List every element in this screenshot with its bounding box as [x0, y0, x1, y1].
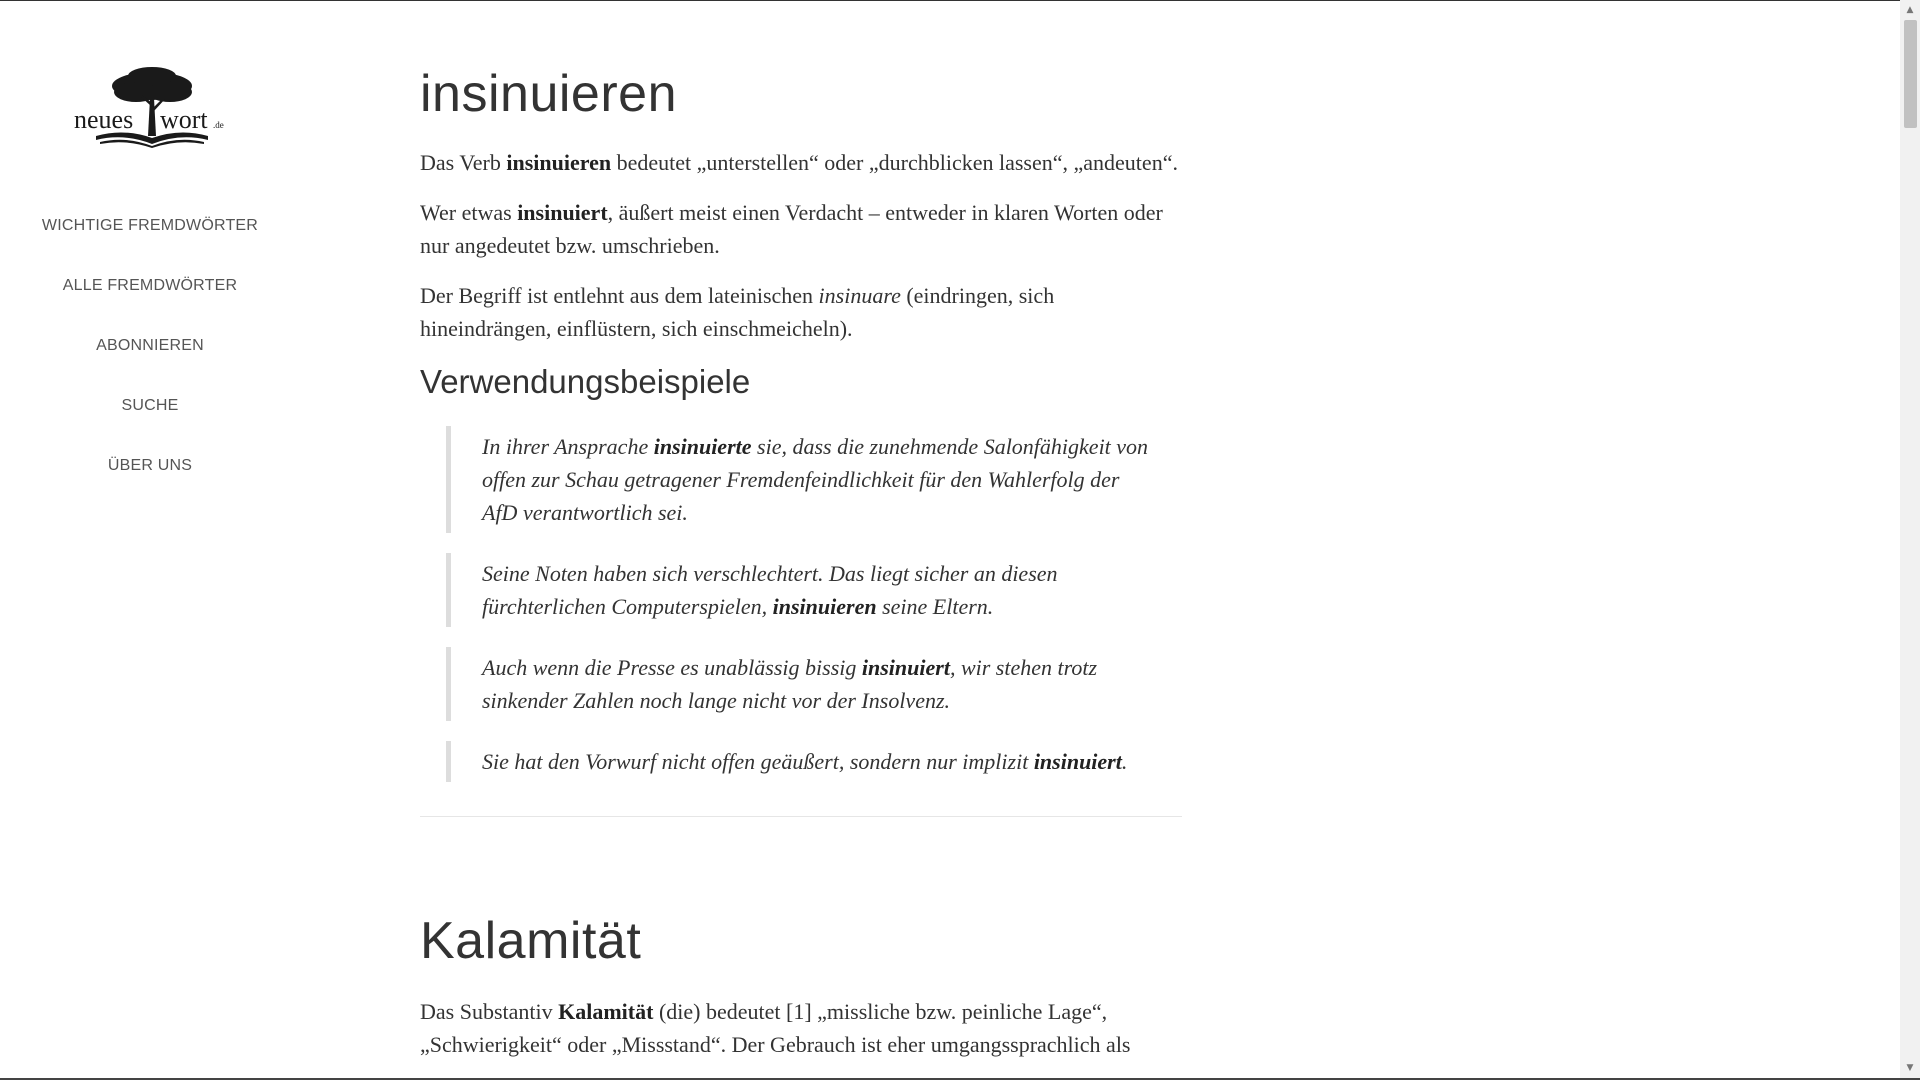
- keyword: Kalamität: [558, 999, 654, 1024]
- entry-title[interactable]: [420, 909, 1182, 973]
- text-run: .: [1121, 749, 1128, 774]
- nav-item-ueber-uns: [0, 444, 300, 504]
- arrow-up-icon[interactable]: ▲: [1906, 5, 1914, 15]
- entry-insinuieren: [420, 62, 1182, 782]
- nav-item-abonnieren: [0, 324, 300, 384]
- site-logo-link[interactable]: [70, 66, 230, 156]
- keyword: insinuiert: [861, 655, 950, 680]
- text-run: sie, dass die zunehmende Salonfähigkeit von offen zur Schau getragener Fremdenfeindlichkeit für den Wahlerfolg der AfD verantwortlich sei.: [482, 434, 1149, 525]
- text-run: Auch wenn die Presse es unablässig bissig: [482, 655, 862, 680]
- nav-link-ueber-uns[interactable]: ÜBER UNS: [107, 457, 193, 474]
- nav-item-suche: [0, 384, 300, 444]
- entry-paragraph: [420, 995, 1182, 1061]
- nav-link-alle-fremdwoerter[interactable]: ALLE FREMDWÖRTER: [62, 277, 238, 294]
- logo-word-neues: neues: [74, 105, 134, 134]
- entry-kalamitaet: [420, 909, 1182, 1061]
- example-quote: [446, 553, 1182, 627]
- text-run: seine Eltern.: [876, 594, 994, 619]
- example-quote: [446, 741, 1182, 782]
- examples-heading: Verwendungsbeispiele: [420, 363, 751, 400]
- keyword: insinuiert: [1033, 749, 1122, 774]
- text-run: (eindringen, sich hineindrängen, einflüstern, sich einschmeicheln).: [420, 283, 1055, 341]
- text-run: Das Substantiv: [420, 999, 559, 1024]
- nav-link-abonnieren[interactable]: ABONNIEREN: [96, 337, 204, 354]
- nav-item-wichtige-fremdwoerter: [0, 204, 300, 264]
- logo-word-wort: wort: [160, 105, 208, 134]
- entry-title-text[interactable]: Kalamität: [420, 912, 642, 970]
- main-navigation: [0, 204, 300, 504]
- nav-link-wichtige-fremdwoerter[interactable]: WICHTIGE FREMDWÖRTER: [41, 217, 259, 234]
- nav-link-suche[interactable]: SUCHE: [121, 397, 179, 414]
- latin-term: insinuare: [818, 283, 901, 308]
- example-quote: [446, 426, 1182, 533]
- text-run: , wir stehen trotz sinkender Zahlen noch lange nicht vor der Insolvenz.: [482, 655, 1098, 713]
- vertical-scrollbar[interactable]: [1900, 0, 1920, 1078]
- scrollbar-thumb[interactable]: [1904, 20, 1917, 128]
- sidebar: [0, 0, 300, 1080]
- text-run: , äußert meist einen Verdacht – entweder in klaren Worten oder nur angedeutet bzw. umschrieben.: [420, 200, 1163, 258]
- entry-paragraph: [420, 279, 1182, 345]
- keyword: insinuieren: [506, 150, 612, 175]
- text-run: Der Begriff ist entlehnt aus dem lateinischen: [420, 283, 819, 308]
- keyword: insinuieren: [772, 594, 877, 619]
- text-run: Sie hat den Vorwurf nicht offen geäußert, sondern nur implizit: [482, 749, 1034, 774]
- example-quote: [446, 647, 1182, 721]
- entry-paragraph: [420, 146, 1182, 179]
- keyword: insinuierte: [653, 434, 752, 459]
- tree-on-book-icon: [70, 66, 230, 156]
- main-content: [420, 62, 1182, 1078]
- text-run: (die) bedeutet [1] „missliche bzw. peinliche Lage“, „Schwierigkeit“ oder „Missstand“. Der Gebrauch ist eher umgangssprachlich als: [420, 999, 1131, 1057]
- text-run: Das Verb: [420, 150, 507, 175]
- text-run: Wer etwas: [420, 200, 518, 225]
- entry-title-text[interactable]: insinuieren: [420, 65, 677, 123]
- text-run: Seine Noten haben sich verschlechtert. Das liegt sicher an diesen fürchterlichen Computerspielen,: [482, 561, 1058, 619]
- entry-paragraph: [420, 196, 1182, 262]
- arrow-down-icon[interactable]: ▼: [1906, 1063, 1914, 1073]
- entry-divider: [420, 816, 1182, 817]
- entry-title[interactable]: [420, 62, 1182, 126]
- nav-item-alle-fremdwoerter: [0, 264, 300, 324]
- keyword: insinuiert: [517, 200, 608, 225]
- text-run: In ihrer Ansprache: [482, 434, 654, 459]
- logo-tld: .de: [213, 120, 224, 130]
- text-run: bedeutet „unterstellen“ oder „durchblicken lassen“, „andeuten“.: [611, 150, 1178, 175]
